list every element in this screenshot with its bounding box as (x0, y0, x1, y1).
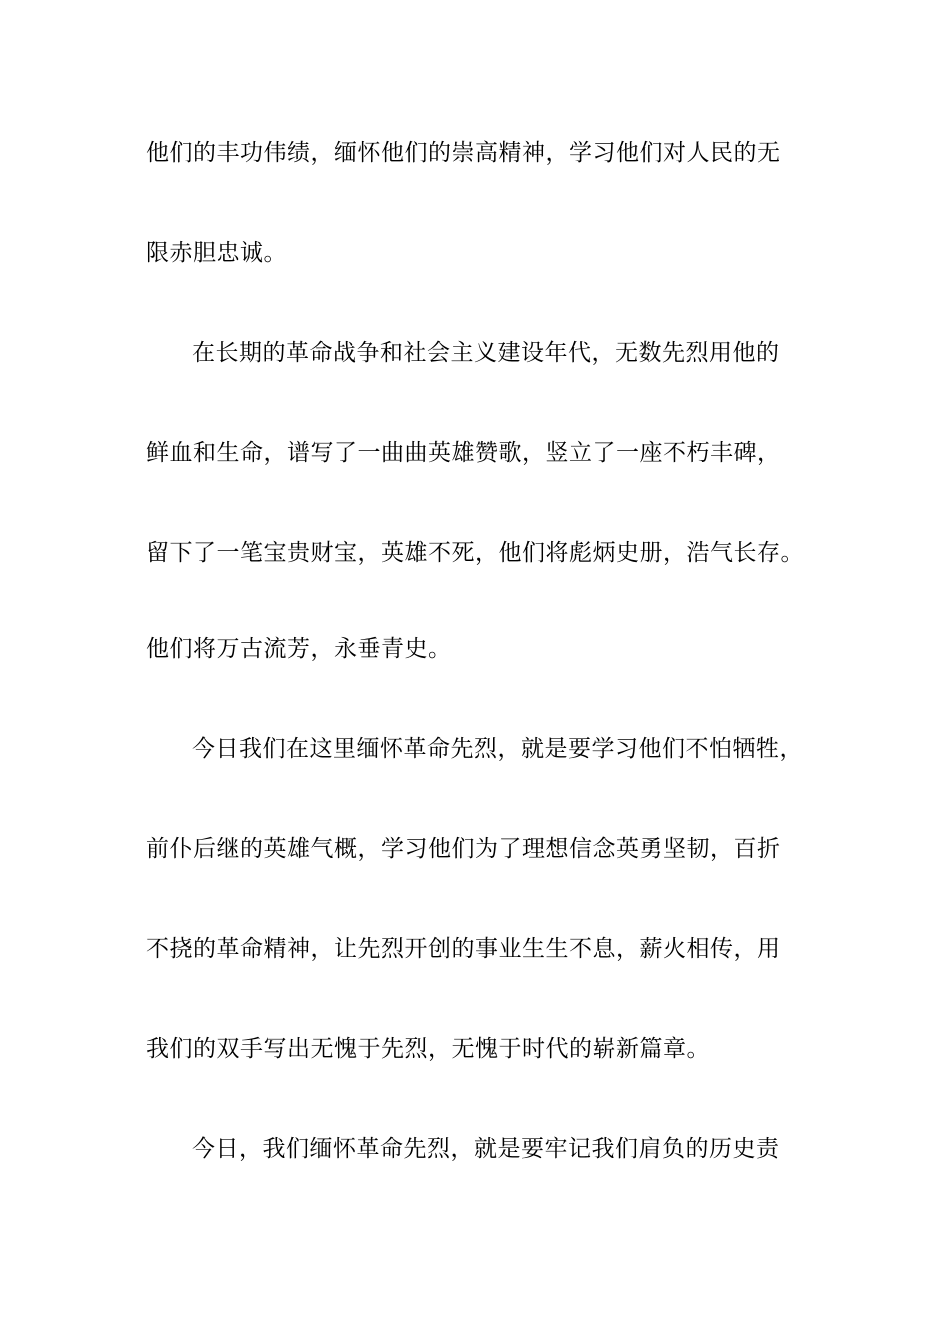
text-line: 限赤胆忠诚。 (146, 240, 287, 266)
text-line: 鲜血和生命，谱写了一曲曲英雄赞歌，竖立了一座不朽丰碑， (146, 440, 781, 466)
text-line: 前仆后继的英雄气概，学习他们为了理想信念英勇坚韧，百折 (146, 836, 781, 862)
text-line: 不挠的革命精神，让先烈开创的事业生生不息，薪火相传，用 (146, 936, 781, 962)
paragraph-start-line: 在长期的革命战争和社会主义建设年代，无数先烈用他的 (192, 340, 780, 366)
text-line: 他们的丰功伟绩，缅怀他们的崇高精神，学习他们对人民的无 (146, 140, 781, 166)
paragraph-start-line: 今日我们在这里缅怀革命先烈，就是要学习他们不怕牺牲， (192, 736, 803, 762)
text-line: 他们将万古流芳，永垂青史。 (146, 636, 452, 662)
text-line: 我们的双手写出无愧于先烈，无愧于时代的崭新篇章。 (146, 1036, 710, 1062)
paragraph-start-line: 今日，我们缅怀革命先烈，就是要牢记我们肩负的历史责 (192, 1136, 780, 1162)
text-line: 留下了一笔宝贵财宝，英雄不死，他们将彪炳史册，浩气长存。 (146, 540, 804, 566)
